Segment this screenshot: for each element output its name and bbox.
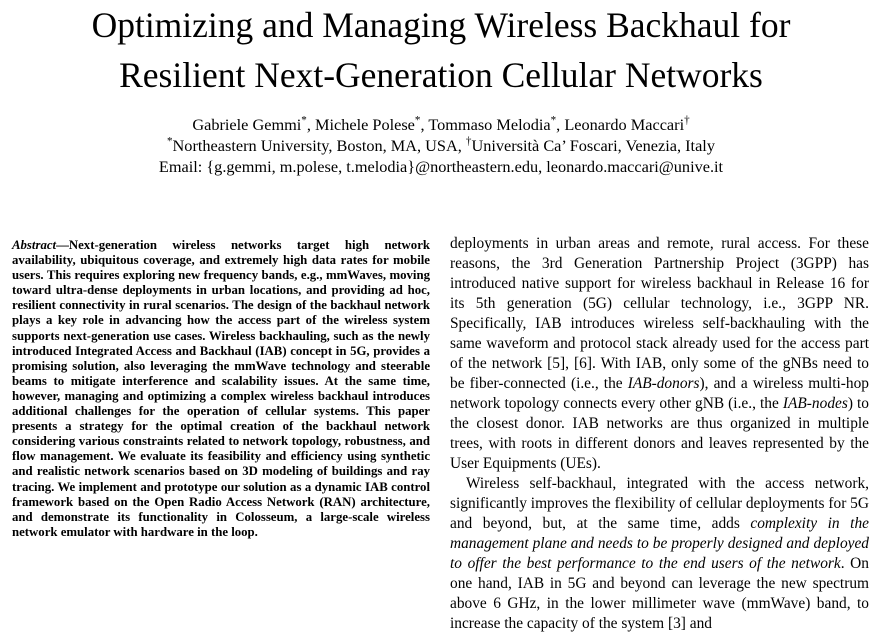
author-name: Gabriele Gemmi	[192, 115, 302, 134]
paper-title	[0, 0, 882, 100]
affil-mark: *	[301, 114, 307, 127]
affiliation-2: Università Ca’ Foscari, Venezia, Italy	[471, 136, 715, 155]
author-block	[0, 114, 882, 177]
abstract-dash: —	[56, 238, 69, 252]
title-line-1: Optimizing and Managing Wireless Backhaul for	[91, 5, 791, 45]
term-iab-nodes: IAB-nodes	[782, 395, 848, 412]
abstract-paragraph	[12, 238, 430, 540]
affil-mark: †	[684, 114, 690, 127]
affil-mark: *	[167, 135, 173, 148]
affil-mark: †	[465, 135, 472, 148]
abstract-label: Abstract	[12, 238, 57, 252]
title-line-2: Resilient Next-Generation Cellular Networks	[119, 55, 763, 95]
body-column	[450, 234, 869, 634]
affiliation-1: Northeastern University, Boston, MA, USA,	[172, 136, 466, 155]
author-names: Gabriele Gemmi*, Michele Polese*, Tommaso Melodia*, Leonardo Maccari†	[192, 114, 690, 134]
body-paragraph-2: Wireless self-backhaul, integrated with the access network, significantly improves the flexibility of cellular deployments for 5G and beyond, but, at the same time, adds complexity in the management plane and needs to be properly designed and deployed to offer the best performance to the end users of the network. On one hand, IAB in 5G and beyond can leverage the new spectrum above 6 GHz, in the lower millimeter wave (mmWave) band, to increase the capacity of the system [3] and	[450, 475, 869, 632]
author-emails: Email: {g.gemmi, m.polese, t.melodia}@northeastern.edu, leonardo.maccari@unive.it	[158, 157, 724, 176]
author-name: Michele Polese	[314, 115, 415, 134]
term-iab-donors: IAB-donors	[627, 375, 700, 392]
author-name: Leonardo Maccari	[564, 115, 685, 134]
author-name: Tommaso Melodia	[428, 115, 551, 134]
body-paragraph-1: deployments in urban areas and remote, rural access. For these reasons, the 3rd Generation Partnership Project (3GPP) has introduced native support for wireless backhaul in Release 16 for its 5th generation (5G) cellular technology, i.e., 3GPP NR. Specifically, IAB introduces wireless self-backhauling with the same waveform and protocol stack already used for the access part of the network [5], [6]. With IAB, only some of the gNBs need to be fiber-connected (i.e., the IAB-donors), and a wireless multi-hop network topology connects every other gNB (i.e., the IAB-nodes) to the closest donor. IAB networks are thus organized in multiple trees, with roots in different donors and leaves represented by the User Equipments (UEs).	[450, 235, 870, 472]
emphasis-complexity: complexity in the management plane and needs to be properly designed and deployed to offer the best performance to the end users of the network	[450, 515, 869, 572]
affil-mark: *	[550, 114, 557, 127]
abstract-column	[12, 238, 430, 540]
author-affiliations	[0, 135, 882, 156]
affil-mark: *	[414, 114, 421, 127]
abstract-text: Next-generation wireless networks target high network availability, ubiquitous coverage, and extremely high data rates for mobile users. This requires exploring new frequency bands, e.g., mmWaves, moving toward ultra-dense deployments in urban locations, and providing ad hoc, resilient connectivity in rural scenarios. The design of the backhaul network plays a key role in advancing how the access part of the wireless system supports next-generation use cases. Wireless backhauling, such as the newly introduced Integrated Access and Backhaul (IAB) concept in 5G, provides a promising solution, also leveraging the mmWave technology and steerable beams to mitigate interference and scalability issues. At the same time, however, managing and optimizing a complex wireless backhaul introduces additional challenges for the operation of cellular systems. This paper presents a strategy for the optimal creation of the backhaul network considering various constraints related to network topology, robustness, and flow management. We evaluate its feasibility and efficiency using synthetic and realistic network scenarios based on 3D modeling of buildings and ray tracing. We implement and prototype our solution as a dynamic IAB control framework based on the Open Radio Access Network (RAN) architecture, and demonstrate its functionality in Colosseum, a large-scale wireless network emulator with hardware in the loop.	[12, 238, 430, 539]
